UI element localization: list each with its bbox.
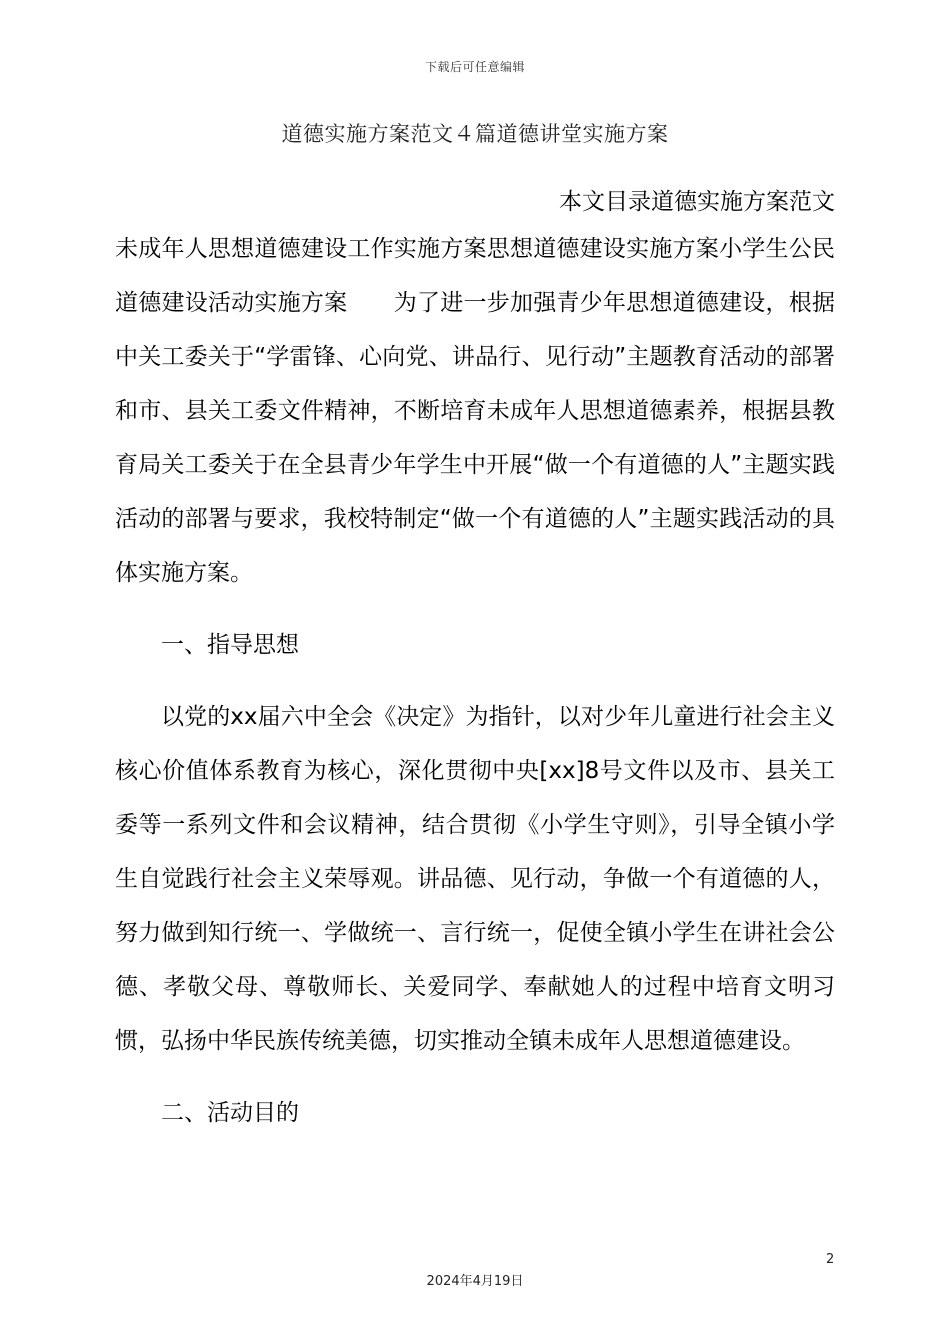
- footer-date: 2024年4月19日: [426, 1274, 524, 1289]
- intro-paragraph: 未成年人思想道德建设工作实施方案思想道德建设实施方案小学生公民道德建设活动实施方案 为了进一步加强青少年思想道德建设，根据中关工委关于“学雷锋、心向党、讲品行、见行动”主题教育活动的部署和市、县关工委文件精神，不断培育未成年人思想道德素养，根据县教育局关工委关于在全县青少年学生中开展“做一个有道德的人”主题实践活动的部署与要求，我校特制定“做一个有道德的人”主题实践活动的具体实施方案。: [115, 236, 835, 586]
- toc-line: 本文目录道德实施方案范文: [559, 189, 835, 215]
- section-heading-guiding-thought: 一、指导思想: [161, 632, 299, 658]
- document-title: 道德实施方案范文４篇道德讲堂实施方案: [281, 122, 669, 146]
- document-body: [115, 182, 835, 1140]
- header-note: 下载后可任意编辑: [424, 60, 525, 74]
- spacer: [115, 1068, 835, 1086]
- spacer: [115, 672, 835, 690]
- spacer: [115, 600, 835, 618]
- section-heading-activity-purpose: 二、活动目的: [161, 1100, 299, 1126]
- section-paragraph-guiding-thought: 以党的xx届六中全会《决定》为指针，以对少年儿童进行社会主义核心价值体系教育为核心，深化贯彻中央[xx]8号文件以及市、县关工委等一系列文件和会议精神，结合贯彻《小学生守则》，引导全镇小学生自觉践行社会主义荣辱观。讲品德、见行动，争做一个有道德的人，努力做到知行统一、学做统一、言行统一，促使全镇小学生在讲社会公德、孝敬父母、尊敬师长、关爱同学、奉献她人的过程中培育文明习惯，弘扬中华民族传统美德，切实推动全镇未成年人思想道德建设。: [115, 704, 835, 1054]
- page-number: 2: [826, 1252, 835, 1267]
